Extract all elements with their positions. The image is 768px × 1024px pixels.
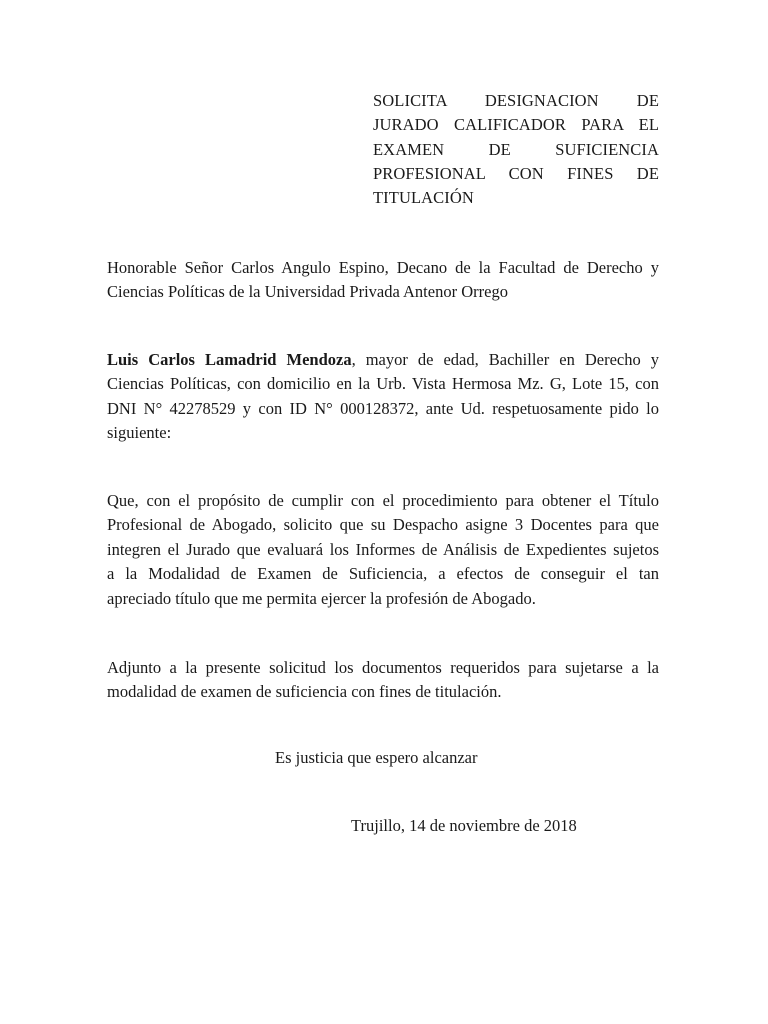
- identity-line: siguiente:: [107, 423, 172, 443]
- subject-line: EXAMEN DE SUFICIENCIA: [373, 139, 659, 159]
- salutation-line: Honorable Señor Carlos Angulo Espino, Decano de la Facultad de Derecho y: [107, 258, 659, 277]
- place-and-date: Trujillo, 14 de noviembre de 2018: [351, 816, 577, 835]
- identity-line: DNI N° 42278529 y con ID N° 000128372, ante Ud. respetuosamente pido lo: [107, 398, 659, 418]
- request-line: a la Modalidad de Examen de Suficiencia, a efectos de conseguir el tan: [107, 564, 659, 584]
- subject-line: SOLICITA DESIGNACION DE: [373, 91, 659, 110]
- salutation-paragraph: [107, 256, 659, 305]
- identity-line-text: , mayor de edad, Bachiller en Derecho y: [351, 350, 659, 369]
- attachment-line: modalidad de examen de suficiencia con fines de titulación.: [107, 682, 502, 702]
- attachment-line: Adjunto a la presente solicitud los documentos requeridos para sujetarse a la: [107, 658, 659, 677]
- subject-block: [373, 89, 659, 210]
- request-paragraph: [107, 489, 659, 611]
- salutation-line: Ciencias Políticas de la Universidad Privada Antenor Orrego: [107, 282, 508, 302]
- request-line: apreciado título que me permita ejercer la profesión de Abogado.: [107, 588, 536, 608]
- request-line: Profesional de Abogado, solicito que su Despacho asigne 3 Docentes para que: [107, 515, 659, 535]
- identity-line: [107, 348, 659, 372]
- subject-line: PROFESIONAL CON FINES DE: [373, 163, 659, 183]
- closing-phrase: Es justicia que espero alcanzar: [275, 748, 478, 767]
- subject-line: TITULACIÓN: [373, 188, 474, 208]
- subject-line: JURADO CALIFICADOR PARA EL: [373, 115, 659, 135]
- request-line: integren el Jurado que evaluará los Informes de Análisis de Expedientes sujetos: [107, 539, 659, 559]
- attachment-paragraph: [107, 656, 659, 705]
- identity-paragraph: [107, 348, 659, 446]
- request-line: Que, con el propósito de cumplir con el procedimiento para obtener el Título: [107, 491, 659, 510]
- applicant-name: Luis Carlos Lamadrid Mendoza: [107, 350, 352, 369]
- identity-line: Ciencias Políticas, con domicilio en la Urb. Vista Hermosa Mz. G, Lote 15, con: [107, 374, 659, 394]
